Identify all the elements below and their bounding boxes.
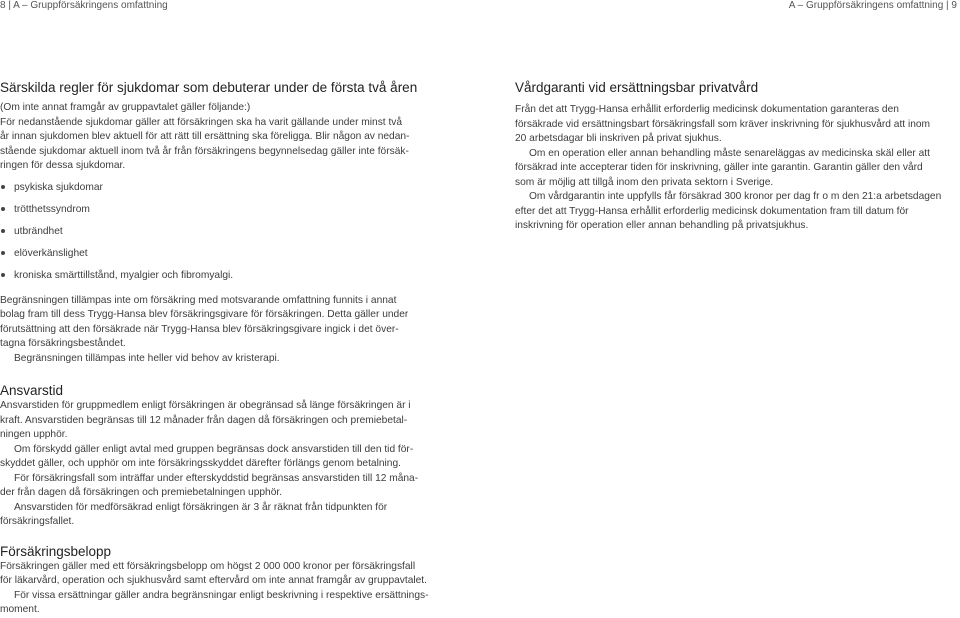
text-line: Begränsningen tillämpas inte heller vid behov av kristerapi. <box>14 352 280 364</box>
text-line: försäkrad inte accepterar tiden för inskrivning, gäller inte garantin. Garantin gäller den vård <box>515 162 923 173</box>
section-title-vardgaranti: Vårdgaranti vid ersättningsbar privatvård <box>515 80 759 95</box>
text-line: der från dagen då försäkringen och premiebetalningen upphör. <box>0 487 283 498</box>
text-line: Om vårdgarantin inte uppfylls får försäkrad 300 kronor per dag fr o m den 21:a arbetsdagen <box>529 191 942 202</box>
bullet-icon <box>1 251 5 255</box>
list-item <box>0 247 452 269</box>
text-line: kraft. Ansvarstiden begränsas till 12 månader från dagen då försäkringen och premiebetal- <box>0 414 408 426</box>
list-item-label: trötthetssyndrom <box>14 203 90 215</box>
list-item-label: kroniska smärttillstånd, myalgier och fibromyalgi. <box>14 269 234 281</box>
section-vardgaranti <box>515 79 960 234</box>
text-line: bolag fram till dess Trygg-Hansa blev försäkringsgivare för försäkringen. Detta gäller under <box>0 309 409 320</box>
section-ansvarstid <box>0 382 452 530</box>
text-line: förutsättning att den försäkrade när Trygg-Hansa blev försäkringsgivare ingick i det över- <box>0 323 399 335</box>
text-line: Ansvarstiden för gruppmedlem enligt försäkringen är obegränsad så länge försäkringen är i <box>0 400 411 411</box>
text-line: Ansvarstiden för medförsäkrad enligt försäkringen är 3 år räknat från tidpunkten för <box>14 501 388 513</box>
section-forsakringsbelopp <box>0 543 452 618</box>
running-header-right: A – Gruppförsäkringens omfattning | 9 <box>788 0 957 11</box>
text-line: skyddet gäller, och upphör om inte försäkringsskyddet därefter förlängs genom betalning. <box>0 458 401 469</box>
text-line: ringen för dessa sjukdomar. <box>0 160 126 171</box>
bullet-icon <box>1 185 5 189</box>
text-line: För försäkringsfall som inträffar under efterskyddstid begränsas ansvarstiden till 12 måna- <box>14 472 419 484</box>
text-line: för läkarvård, operation och sjukhusvård samt eftervård om inte annat framgår av gruppavtalet. <box>0 575 427 586</box>
bullet-icon <box>1 229 5 233</box>
section-special-rules <box>0 79 452 366</box>
running-header-left: 8 | A – Gruppförsäkringens omfattning <box>0 0 168 11</box>
text-line: försäkringsfallet. <box>0 516 75 527</box>
list-item-label: elöverkänslighet <box>14 247 88 259</box>
right-column <box>515 79 960 234</box>
text-line: Försäkringen gäller med ett försäkringsbelopp om högst 2 000 000 kronor per försäkringsfall <box>0 560 416 572</box>
list-item-label: utbrändhet <box>14 225 63 237</box>
text-line: som är möjlig att tillgå inom den privata sektorn i Sverige. <box>515 176 774 188</box>
text-line: tagna försäkringsbeståndet. <box>0 338 126 349</box>
list-item <box>0 225 452 247</box>
section-title-forsakringsbelopp: Försäkringsbelopp <box>0 543 112 559</box>
section-title-ansvarstid: Ansvarstid <box>0 383 64 398</box>
text-line: efter det att Trygg-Hansa erhållit erforderlig medicinsk dokumentation fram till datum för <box>515 205 909 217</box>
list-item <box>0 181 452 203</box>
section-title-special-rules: Särskilda regler för sjukdomar som debuterar under de första två åren <box>0 80 418 95</box>
bullet-icon <box>1 273 5 277</box>
text-line: Om en operation eller annan behandling måste senareläggas av medicinska skäl eller att <box>529 147 930 159</box>
text-line: ningen upphör. <box>0 429 68 440</box>
text-line: moment. <box>0 604 40 615</box>
text-line: inskrivning för operation eller annan behandling på privatsjukhus. <box>515 220 809 231</box>
text-line: Från det att Trygg-Hansa erhållit erforderlig medicinsk dokumentation garanteras den <box>515 104 899 115</box>
text-line: (Om inte annat framgår av gruppavtalet gäller följande:) <box>0 102 251 113</box>
list-item-label: psykiska sjukdomar <box>14 181 103 193</box>
text-line: stående sjukdomar aktuell inom två år från försäkringens begynnelsedag gäller inte försäk- <box>0 145 409 157</box>
disease-list <box>0 181 452 288</box>
text-line: Om förskydd gäller enligt avtal med gruppen begränsas dock ansvarstiden till den tid för- <box>14 443 414 455</box>
text-line: För nedanstående sjukdomar gäller att försäkringen ska ha varit gällande under minst två <box>0 116 403 128</box>
list-item <box>0 269 452 288</box>
bullet-icon <box>1 207 5 211</box>
left-column <box>0 79 452 618</box>
text-line: försäkrade vid ersättningsbart försäkringsfall som kräver inskrivning för sjukhusvård att inom <box>515 118 931 130</box>
text-line: år innan sjukdomen blev aktuell för att rätt till ersättning ska föreligga. Blir någon av nedan- <box>0 131 410 142</box>
list-item <box>0 203 452 225</box>
text-line: För vissa ersättningar gäller andra begränsningar enligt beskrivning i respektive ersättnings- <box>14 589 429 601</box>
text-line: Begränsningen tillämpas inte om försäkring med motsvarande omfattning funnits i annat <box>0 294 397 306</box>
text-line: 20 arbetsdagar bli inskriven på privat sjukhus. <box>515 133 722 144</box>
